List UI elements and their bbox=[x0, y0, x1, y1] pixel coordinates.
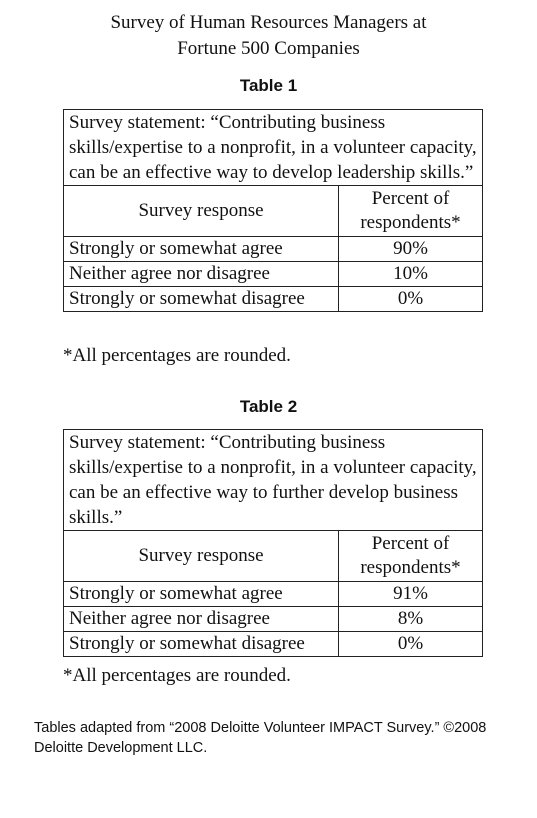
response-cell: Strongly or somewhat agree bbox=[64, 582, 339, 607]
table-row bbox=[64, 607, 483, 632]
header-percent-line-2: respondents* bbox=[360, 212, 461, 233]
table-row bbox=[64, 287, 483, 312]
response-cell: Strongly or somewhat agree bbox=[64, 237, 339, 262]
response-cell: Neither agree nor disagree bbox=[64, 262, 339, 287]
percent-cell: 0% bbox=[339, 632, 483, 657]
percent-cell: 8% bbox=[339, 607, 483, 632]
table-1-label: Table 1 bbox=[239, 76, 298, 95]
table-1-footnote: *All percentages are rounded. bbox=[63, 345, 291, 366]
header-percent-line-1: Percent of bbox=[371, 188, 450, 209]
header-percent-line-1: Percent of bbox=[371, 533, 450, 554]
table-row bbox=[64, 632, 483, 657]
header-survey-response: Survey response bbox=[64, 186, 339, 237]
table-2-label: Table 2 bbox=[239, 397, 298, 416]
source-credit: Tables adapted from “2008 Deloitte Volunteer IMPACT Survey.” ©2008 Deloitte Development LLC. bbox=[34, 720, 487, 756]
page-title bbox=[0, 10, 537, 62]
table-row bbox=[64, 262, 483, 287]
percent-cell: 91% bbox=[339, 582, 483, 607]
percent-cell: 90% bbox=[339, 237, 483, 262]
table-row bbox=[64, 237, 483, 262]
header-percent bbox=[339, 531, 483, 582]
table-row bbox=[64, 582, 483, 607]
response-cell: Strongly or somewhat disagree bbox=[64, 287, 339, 312]
table-1 bbox=[63, 109, 483, 312]
percent-cell: 10% bbox=[339, 262, 483, 287]
title-line-2: Fortune 500 Companies bbox=[177, 38, 360, 59]
header-survey-response: Survey response bbox=[64, 531, 339, 582]
header-percent bbox=[339, 186, 483, 237]
title-line-1: Survey of Human Resources Managers at bbox=[110, 12, 427, 33]
survey-statement: Survey statement: “Contributing business skills/expertise to a nonprofit, in a volunteer capacity, can be an effective way to further develop business skills.” bbox=[64, 430, 483, 531]
percent-cell: 0% bbox=[339, 287, 483, 312]
header-percent-line-2: respondents* bbox=[360, 557, 461, 578]
table-2 bbox=[63, 429, 483, 657]
response-cell: Strongly or somewhat disagree bbox=[64, 632, 339, 657]
survey-statement: Survey statement: “Contributing business skills/expertise to a nonprofit, in a volunteer capacity, can be an effective way to develop leadership skills.” bbox=[64, 110, 483, 186]
table-2-footnote: *All percentages are rounded. bbox=[63, 665, 291, 686]
response-cell: Neither agree nor disagree bbox=[64, 607, 339, 632]
